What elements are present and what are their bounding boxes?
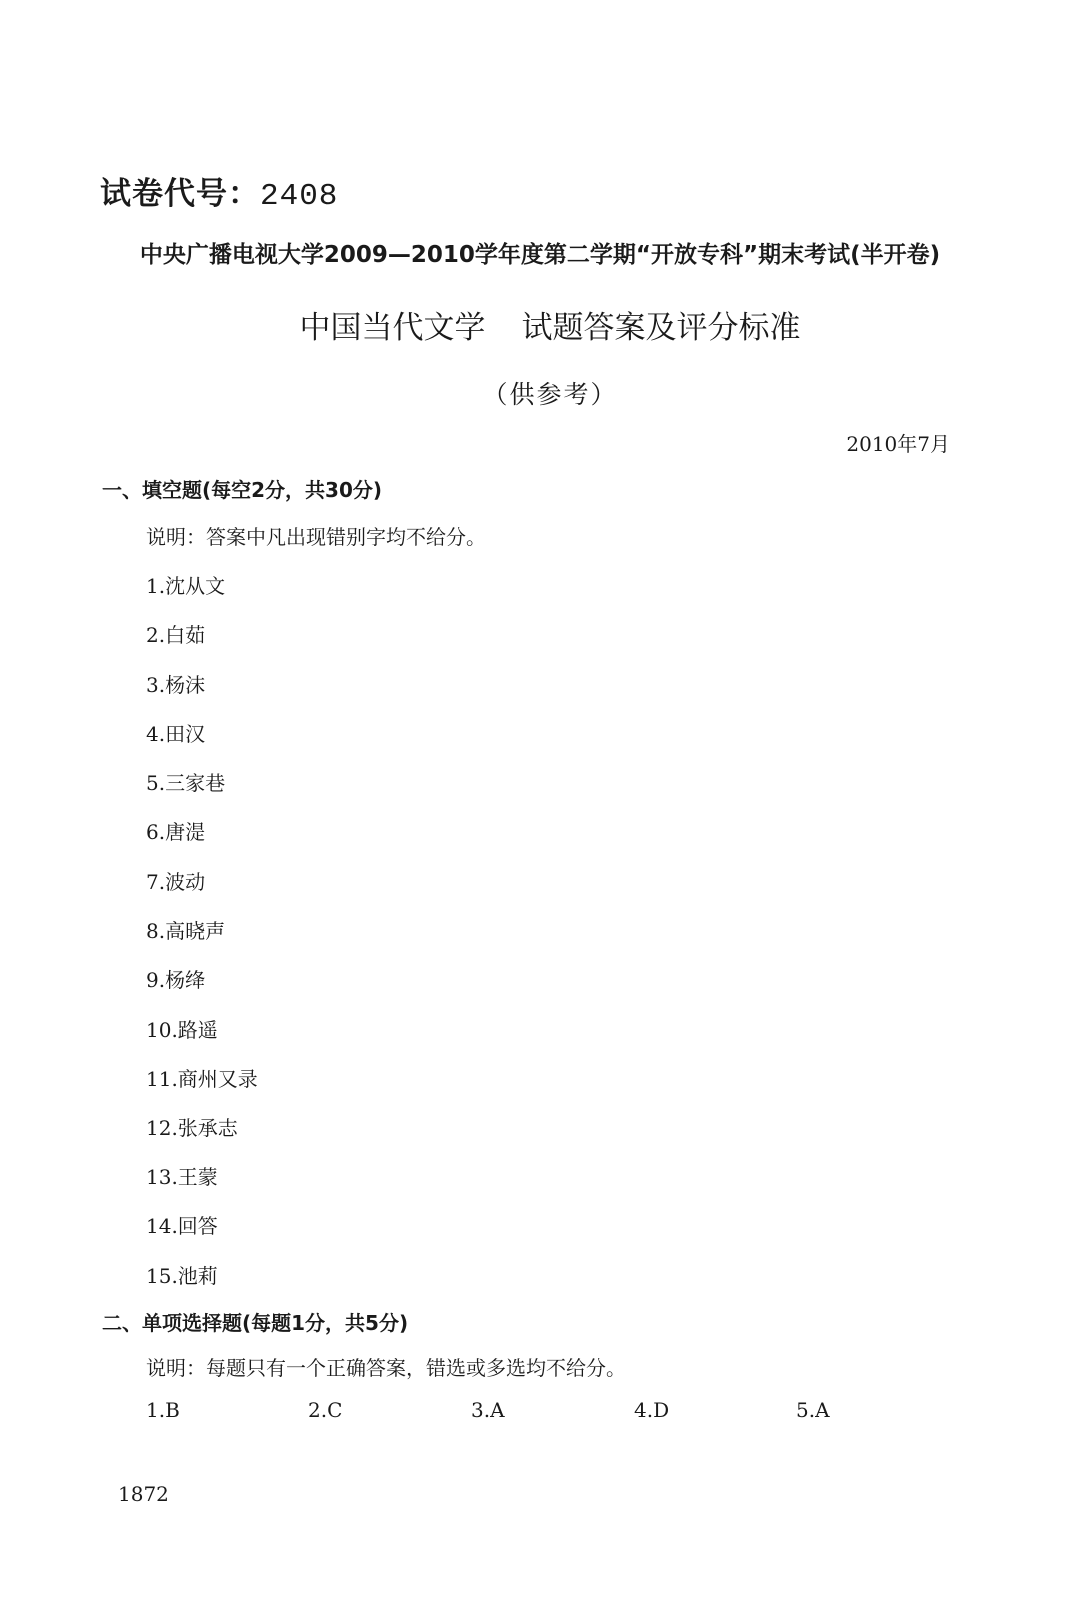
fill-answer-11: 11.商州又录 — [146, 1067, 258, 1091]
exam-code-label: 试卷代号： — [100, 176, 260, 212]
page-number: 1872 — [118, 1482, 169, 1506]
section1-heading: 一、填空题(每空2分，共30分) — [102, 478, 383, 502]
choice-answer-5: 5.A — [796, 1398, 830, 1422]
fill-answer-8: 8.高晓声 — [146, 919, 226, 943]
fill-answer-5: 5.三家巷 — [146, 771, 226, 795]
fill-answer-13: 13.王蒙 — [146, 1165, 218, 1189]
title-course: 中国当代文学 — [299, 310, 486, 346]
fill-answer-9: 9.杨绛 — [146, 968, 206, 992]
section1-note: 说明：答案中凡出现错别字均不给分。 — [146, 525, 486, 549]
fill-answer-10: 10.路遥 — [146, 1018, 218, 1042]
section2-note: 说明：每题只有一个正确答案，错选或多选均不给分。 — [146, 1356, 626, 1380]
page-title — [0, 302, 1080, 347]
fill-answer-6: 6.唐湜 — [146, 820, 206, 844]
fill-answer-7: 7.波动 — [146, 870, 206, 894]
choice-answer-3: 3.A — [471, 1398, 505, 1422]
exam-code — [100, 168, 338, 214]
title-rest: 试题答案及评分标准 — [521, 310, 801, 346]
exam-subtitle: 中央广播电视大学2009—2010学年度第二学期“开放专科”期末考试(半开卷) — [139, 242, 941, 268]
exam-code-number: 2408 — [260, 179, 339, 214]
fill-answer-4: 4.田汉 — [146, 722, 206, 746]
fill-answer-15: 15.池莉 — [146, 1264, 218, 1288]
choice-answer-2: 2.C — [308, 1398, 343, 1422]
fill-answer-14: 14.回答 — [146, 1214, 218, 1238]
fill-answer-2: 2.白茹 — [146, 623, 206, 647]
fill-answer-1: 1.沈从文 — [146, 574, 226, 598]
section2-heading: 二、单项选择题(每题1分，共5分) — [102, 1311, 409, 1335]
exam-date: 2010年7月 — [846, 432, 950, 456]
choice-answer-4: 4.D — [634, 1398, 670, 1422]
fill-answer-3: 3.杨沫 — [146, 673, 206, 697]
reference-note: （供参考） — [482, 380, 618, 409]
choice-answer-1: 1.B — [146, 1398, 180, 1422]
fill-answer-12: 12.张承志 — [146, 1116, 238, 1140]
